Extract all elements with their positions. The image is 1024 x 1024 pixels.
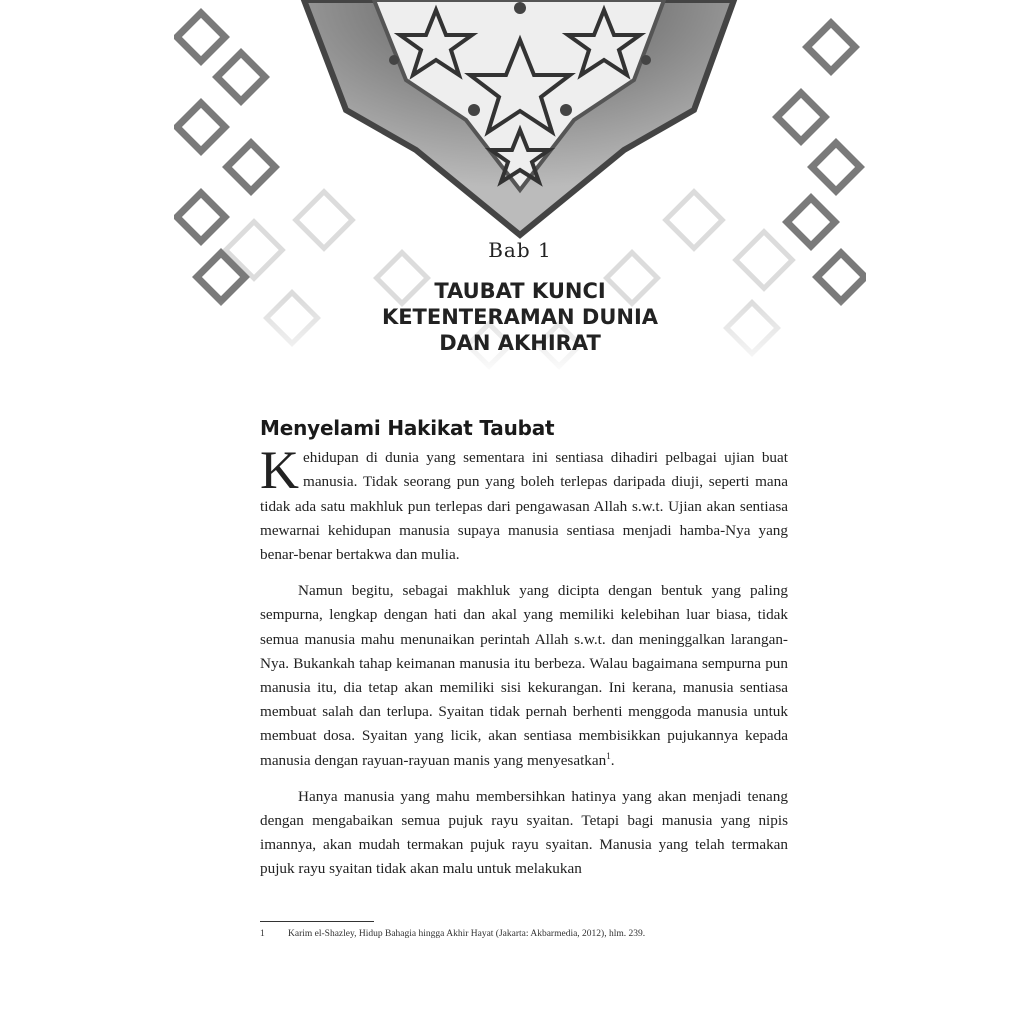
- paragraph-2: [260, 579, 788, 773]
- chapter-title-line: KETENTERAMAN DUNIA: [381, 305, 659, 329]
- footnote-text: Karim el-Shazley, Hidup Bahagia hingga Akhir Hayat (Jakarta: Akbarmedia, 2012), hlm. 239.: [288, 929, 646, 939]
- chapter-title-line: TAUBAT KUNCI: [434, 279, 606, 303]
- chapter-number: Bab 1: [488, 238, 552, 262]
- paragraph-1: [260, 440, 788, 567]
- paragraph-2-text: Namun begitu, sebagai makhluk yang dicipta dengan bentuk yang paling sempurna, lengkap dengan hati dan akal yang memiliki kelebihan luar biasa, tidak semua manusia mahu menunaikan perintah Allah s.w.t. dan meninggalkan larangan-Nya. Bukankah tahap keimanan manusia itu berbeza. Walau bagaimana sempurna pun manusia itu, dia tetap akan memiliki sisi kekurangan. Ini kerana, manusia sentiasa membuat salah dan terlupa. Syaitan tidak pernah berhenti menggoda manusia untuk membuat dosa. Syaitan yang licik, akan sentiasa membisikkan pujukannya kepada manusia dengan rayuan-rayuan manis yang menyesatkan: [260, 582, 788, 769]
- paragraph-1-text: ehidupan di dunia yang sementara ini sentiasa dihadiri pelbagai ujian buat manusia. Tidak seorang pun yang boleh terlepas daripada diuji, seperti mana tidak ada satu makhluk pun terlepas dari pengawasan Allah s.w.t. Ujian akan sentiasa mewarnai kehidupan manusia supaya manusia sentiasa menjadi hamba-Nya yang benar-benar bertakwa dan mulia.: [260, 449, 788, 564]
- paragraph-2-end: .: [610, 751, 615, 769]
- paragraph-3: [260, 785, 788, 882]
- footnote: [260, 929, 788, 939]
- chapter-title: [174, 278, 866, 356]
- book-page: [174, 0, 866, 1024]
- paragraph-3-text: Hanya manusia yang mahu membersihkan hatinya yang akan menjadi tenang dengan mengabaikan semua pujuk rayu syaitan. Tetapi bagi manusia yang nipis imannya, akan mudah termakan pujuk rayu syaitan. Manusia yang telah termakan pujuk rayu syaitan tidak akan malu untuk melakukan: [260, 787, 788, 878]
- section-heading: Menyelami Hakikat Taubat: [260, 416, 555, 440]
- footnote-reference[interactable]: 1: [606, 750, 611, 761]
- footnote-divider: [260, 921, 374, 922]
- footnote-number: 1: [260, 929, 265, 939]
- chapter-title-line: DAN AKHIRAT: [439, 331, 601, 355]
- body-text: [260, 416, 788, 894]
- drop-cap: K: [260, 440, 299, 501]
